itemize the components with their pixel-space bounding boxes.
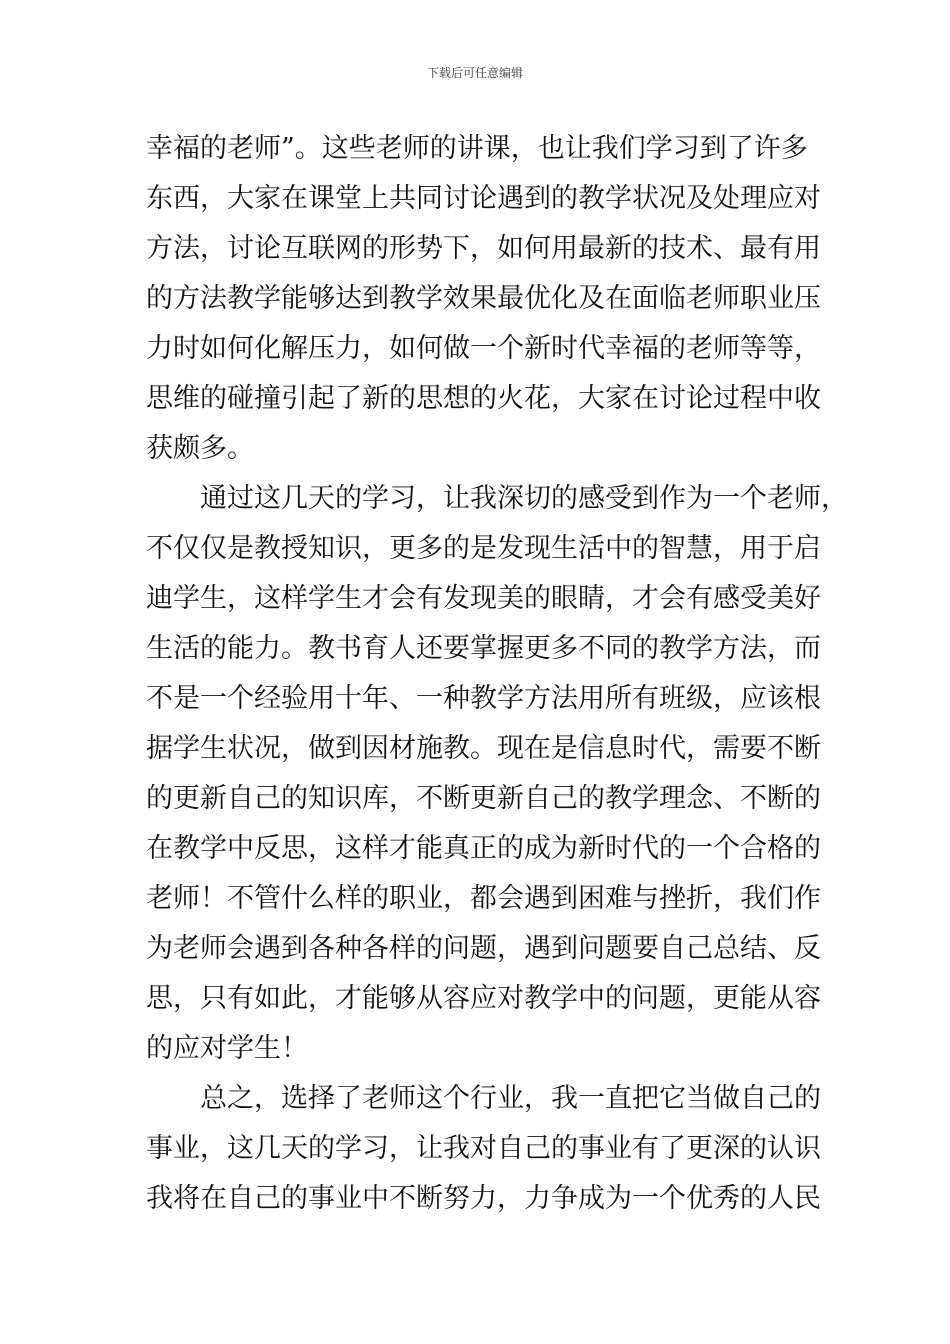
text-line: 事业，这几天的学习，让我对自己的事业有了更深的认识: [146, 1133, 821, 1164]
text-line: 力时如何化解压力，如何做一个新时代幸福的老师等等，: [146, 333, 821, 364]
text-line: 迪学生，这样学生才会有发现美的眼睛，才会有感受美好: [146, 583, 821, 614]
text-line: 生活的能力。教书育人还要掌握更多不同的教学方法，而: [146, 633, 821, 664]
paragraph-2: [146, 474, 848, 1074]
text-line: 的应对学生！: [146, 1033, 308, 1064]
paragraph-3: [146, 1074, 826, 1224]
text-line: 在教学中反思，这样才能真正的成为新时代的一个合格的: [146, 833, 821, 864]
text-line: 不是一个经验用十年、一种教学方法用所有班级，应该根: [146, 683, 821, 714]
text-line: 据学生状况，做到因材施教。现在是信息时代，需要不断: [146, 733, 821, 764]
text-line: 的更新自己的知识库，不断更新自己的教学理念、不断的: [146, 783, 821, 814]
text-line: 不仅仅是教授知识，更多的是发现生活中的智慧，用于启: [146, 533, 821, 564]
text-line: 为老师会遇到各种各样的问题，遇到问题要自己总结、反: [146, 933, 821, 964]
text-line: 通过这几天的学习，让我深切的感受到作为一个老师，: [200, 483, 848, 514]
text-line: 的方法教学能够达到教学效果最优化及在面临老师职业压: [146, 283, 821, 314]
text-line: 我将在自己的事业中不断努力，力争成为一个优秀的人民: [146, 1183, 821, 1214]
text-line: 东西，大家在课堂上共同讨论遇到的教学状况及处理应对: [146, 183, 821, 214]
document-body: [146, 124, 848, 1224]
page-header: 下载后可任意编辑: [426, 66, 523, 80]
text-line: 方法，讨论互联网的形势下，如何用最新的技术、最有用: [146, 233, 821, 264]
text-line: 幸福的老师”。这些老师的讲课，也让我们学习到了许多: [146, 133, 808, 164]
text-line: 思，只有如此，才能够从容应对教学中的问题，更能从容: [146, 983, 821, 1014]
text-line: 思维的碰撞引起了新的思想的火花，大家在讨论过程中收: [146, 383, 821, 414]
text-line: 总之，选择了老师这个行业，我一直把它当做自己的: [200, 1083, 821, 1114]
paragraph-1: [146, 124, 826, 474]
text-line: 获颇多。: [146, 433, 254, 464]
text-line: 老师！不管什么样的职业，都会遇到困难与挫折，我们作: [146, 883, 821, 914]
